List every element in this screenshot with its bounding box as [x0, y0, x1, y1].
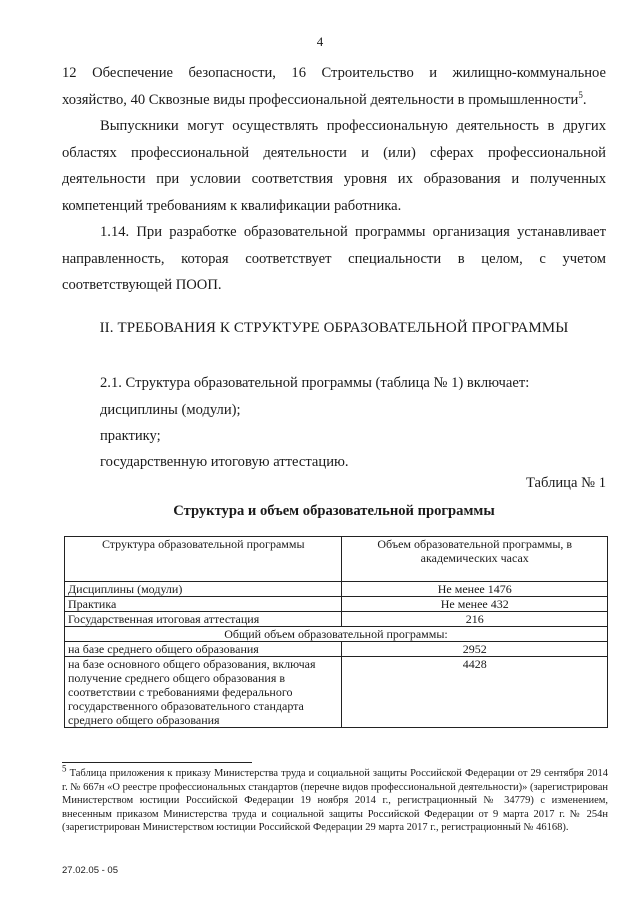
row-label: Государственная итоговая аттестация — [65, 612, 342, 627]
list-item: дисциплины (модули); — [100, 402, 241, 418]
table-row — [65, 612, 608, 627]
row-value: 216 — [342, 612, 608, 627]
table-row — [65, 657, 608, 728]
page-number: 4 — [316, 34, 324, 49]
header-text: Объем образовательной программы, в — [377, 537, 573, 551]
footnote-text: Таблица приложения к приказу Министерства труда и социальной защиты Российской Федерации от 29 сентября 2014 г. № 667н «О реестре профессиональных стандартов (перечне видов профессиональной деятельности)» (зарегистрирован Министерством юстиции Российской Федерации 19 ноября 2014 г., регистрационный № 34779) с изменением, внесенным приказом Министерства труда и социальной защиты Российской Федерации от 9 марта 2017 г. № 254н (зарегистрирован Министерством юстиции Российской Федерации 29 марта 2017 г., регистрационный № 46168). — [62, 768, 608, 833]
table-header-row — [65, 537, 608, 582]
row-label-line: среднего общего образования — [68, 713, 220, 727]
paragraph-text: хозяйство, 40 Сквозные виды профессиональной деятельности в промышленности — [62, 91, 579, 108]
row-label-line: соответствии с требованиями федерального — [68, 685, 293, 699]
paragraph-graduates — [62, 113, 606, 219]
paragraph-line: 1.14. При разработке образовательной программы организация устанавливает — [100, 224, 606, 240]
paragraph-end: . — [582, 91, 587, 108]
list-item: практику; — [100, 428, 161, 444]
row-label — [65, 657, 342, 728]
document-code: 27.02.05 - 05 — [62, 865, 118, 876]
paragraph-line: направленность, которая соответствует специальности в целом, с учетом — [62, 250, 606, 267]
table-row — [65, 582, 608, 597]
row-label: на базе среднего общего образования — [65, 642, 342, 657]
footnote-separator — [62, 762, 252, 763]
paragraph-line: деятельности при условии соответствия уровня их образования и полученных — [62, 171, 606, 187]
row-value: 2952 — [342, 642, 608, 657]
footnote — [62, 763, 608, 835]
paragraph-line: компетенций требованиям к квалификации работника. — [62, 197, 402, 214]
row-value: Не менее 432 — [342, 597, 608, 612]
row-label-line: получение среднего общего образования в — [68, 671, 286, 685]
table-row — [65, 642, 608, 657]
table-title: Структура и объем образовательной программы — [173, 503, 495, 519]
section-heading: II. ТРЕБОВАНИЯ К СТРУКТУРЕ ОБРАЗОВАТЕЛЬНОЙ ПРОГРАММЫ — [99, 320, 569, 336]
row-label: Дисциплины (модули) — [65, 582, 342, 597]
paragraph-line: 12 Обеспечение безопасности, 16 Строительство и жилищно-коммунальное — [62, 65, 606, 81]
table-header-cell: Структура образовательной программы — [65, 537, 342, 582]
row-label-line: на базе основного общего образования, включая — [68, 657, 316, 671]
row-value: Не менее 1476 — [342, 582, 608, 597]
paragraph-line: Выпускники могут осуществлять профессиональную деятельность в других — [100, 118, 606, 134]
footnote-reference: 5 — [578, 89, 583, 100]
paragraph-line: областях профессиональной деятельности и (или) сферах профессиональной — [62, 144, 606, 161]
row-value: 4428 — [342, 657, 608, 728]
paragraph-activity-areas — [62, 60, 606, 113]
table-row — [65, 597, 608, 612]
list-intro: 2.1. Структура образовательной программы (таблица № 1) включает: — [100, 375, 530, 391]
total-label: Общий объем образовательной программы: — [65, 627, 608, 642]
table-total-row — [65, 627, 608, 642]
table-header-cell — [342, 537, 608, 582]
row-label: Практика — [65, 597, 342, 612]
list-item: государственную итоговую аттестацию. — [100, 454, 349, 470]
structure-table — [64, 536, 608, 728]
table-number: Таблица № 1 — [526, 475, 606, 491]
paragraph-1-14 — [62, 219, 606, 299]
paragraph-line — [62, 87, 606, 114]
footnote-mark: 5 — [62, 763, 67, 774]
header-text: академических часах — [420, 551, 529, 565]
row-label-line: государственного образовательного стандарта — [68, 699, 304, 713]
paragraph-line: соответствующей ПООП. — [62, 277, 222, 293]
